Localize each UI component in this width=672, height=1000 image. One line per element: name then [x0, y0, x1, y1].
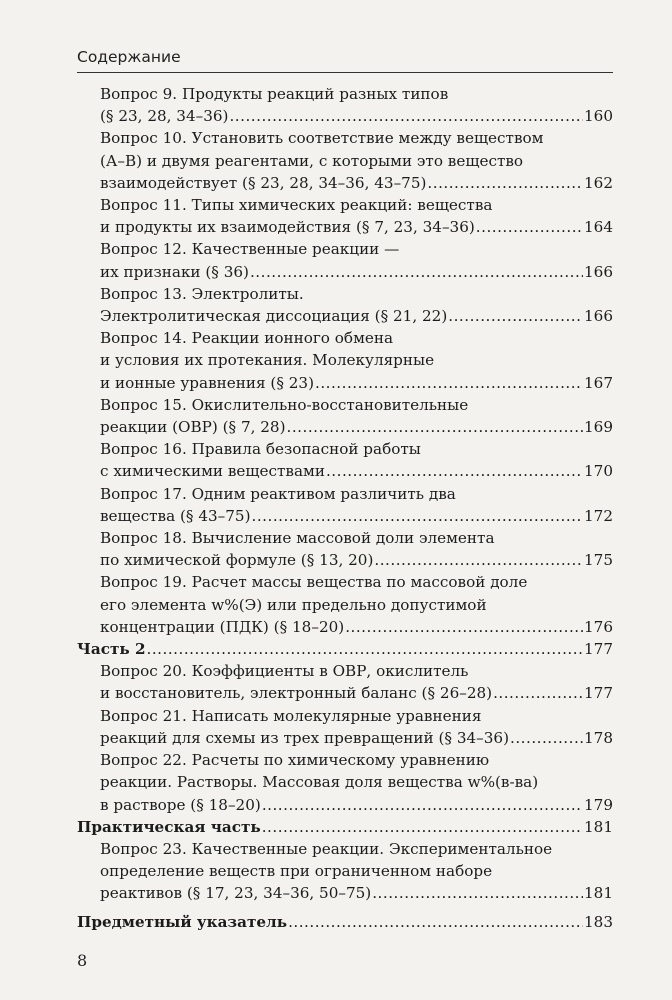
toc-page-number: 181	[584, 884, 613, 903]
dot-leader	[345, 616, 583, 638]
toc-entry-title: Предметный указатель	[77, 912, 288, 931]
toc-entry-title: с химическими веществами	[100, 462, 325, 481]
dot-leader	[326, 460, 583, 482]
toc-entry-last-line	[77, 549, 613, 571]
toc-entry-title: Часть 2	[77, 640, 146, 659]
toc-entry-title: Практическая часть	[77, 817, 261, 836]
dot-leader	[510, 727, 583, 749]
toc-entry-last-line	[77, 794, 613, 816]
toc-page-number: 179	[584, 795, 613, 814]
toc-page-number: 169	[584, 418, 613, 437]
toc-entry	[77, 194, 613, 238]
toc-entry	[77, 571, 613, 638]
toc-entry-last-line	[77, 882, 613, 904]
toc-entry-title: концентрации (ПДК) (§ 18–20)	[100, 617, 345, 636]
toc-entry-line: Вопрос 17. Одним реактивом различить два	[100, 484, 456, 503]
toc-entry	[77, 438, 613, 482]
toc-entry-line: Вопрос 16. Правила безопасной работы	[100, 440, 421, 459]
toc-entry-title: (§ 23, 28, 34–36)	[100, 107, 229, 126]
dot-leader	[250, 261, 583, 283]
toc-entry-last-line	[77, 911, 613, 933]
dot-leader	[315, 372, 583, 394]
toc-entry	[77, 749, 613, 816]
dot-leader	[229, 105, 583, 127]
toc-entry-line: Вопрос 9. Продукты реакций разных типов	[100, 85, 449, 103]
dot-leader	[493, 682, 583, 704]
toc-entry-title: по химической формуле (§ 13, 20)	[100, 551, 374, 570]
toc-entry-line: (А–В) и двумя реагентами, с которыми это вещество	[100, 151, 524, 170]
toc-entry	[77, 394, 613, 438]
toc-entry-last-line	[77, 261, 613, 283]
toc-entry-last-line	[77, 172, 613, 194]
toc-entry-title: в растворе (§ 18–20)	[100, 795, 261, 814]
toc-page-number: 164	[584, 218, 613, 237]
toc-page-number: 175	[584, 551, 613, 570]
toc-entry-line: определение веществ при ограниченном наборе	[100, 862, 493, 881]
toc-entry	[77, 83, 613, 127]
table-of-contents	[77, 83, 613, 933]
toc-entry-title: вещества (§ 43–75)	[100, 506, 251, 525]
toc-page-number: 178	[584, 728, 613, 747]
toc-entry-last-line	[77, 616, 613, 638]
toc-entry-last-line	[77, 105, 613, 127]
dot-leader	[147, 638, 583, 660]
toc-entry-line: Вопрос 21. Написать молекулярные уравнения	[100, 706, 482, 725]
page-number: 8	[77, 951, 88, 970]
toc-page-number: 166	[584, 262, 613, 281]
toc-entry	[77, 527, 613, 571]
toc-entry-last-line	[77, 372, 613, 394]
toc-entry-line: его элемента w%(Э) или предельно допустимой	[100, 595, 487, 614]
toc-entry-line: Вопрос 18. Вычисление массовой доли элемента	[100, 529, 495, 548]
toc-entry-line: Вопрос 19. Расчет массы вещества по массовой доле	[100, 573, 528, 592]
toc-entry-title: и продукты их взаимодействия (§ 7, 23, 34–36)	[100, 218, 475, 237]
toc-entry-line: Вопрос 15. Окислительно-восстановительные	[100, 395, 469, 414]
toc-part-entry	[77, 638, 613, 660]
toc-entry-line: реакции. Растворы. Массовая доля вещества w%(в-ва)	[100, 773, 539, 792]
toc-entry-last-line	[77, 460, 613, 482]
toc-entry-title: и ионные уравнения (§ 23)	[100, 373, 314, 392]
toc-page-number: 177	[584, 640, 613, 659]
toc-entry-line: Вопрос 11. Типы химических реакций: вещества	[100, 196, 493, 215]
toc-entry-last-line	[77, 505, 613, 527]
dot-leader	[427, 172, 583, 194]
toc-entry	[77, 283, 613, 327]
toc-entry-title: Электролитическая диссоциация (§ 21, 22)	[100, 307, 448, 326]
toc-entry-line: Вопрос 20. Коэффициенты в ОВР, окислитель	[100, 662, 469, 681]
toc-entry-title: реакции (ОВР) (§ 7, 28)	[100, 418, 286, 437]
toc-entry	[77, 483, 613, 527]
toc-page-number: 183	[584, 912, 613, 931]
toc-entry-title: и восстановитель, электронный баланс (§ 26–28)	[100, 684, 493, 703]
toc-entry-title: их признаки (§ 36)	[100, 262, 249, 281]
dot-leader	[374, 549, 583, 571]
toc-entry-line: Вопрос 14. Реакции ионного обмена	[100, 329, 394, 348]
header-rule	[77, 72, 613, 73]
toc-page-number: 162	[584, 173, 613, 192]
toc-entry-line: Вопрос 12. Качественные реакции —	[100, 240, 400, 259]
toc-entry	[77, 660, 613, 704]
toc-page-number: 177	[584, 684, 613, 703]
toc-entry	[77, 838, 613, 905]
toc-entry-last-line	[77, 727, 613, 749]
toc-entry	[77, 327, 613, 394]
toc-entry-last-line	[77, 216, 613, 238]
toc-entry-title: реакций для схемы из трех превращений (§ 34–36)	[100, 728, 510, 747]
toc-page-number: 170	[584, 462, 613, 481]
toc-entry-last-line	[77, 305, 613, 327]
toc-entry	[77, 127, 613, 194]
toc-entry-last-line	[77, 416, 613, 438]
dot-leader	[262, 794, 583, 816]
toc-page-number: 166	[584, 307, 613, 326]
toc-part-entry	[77, 911, 613, 933]
toc-entry-line: Вопрос 13. Электролиты.	[100, 284, 304, 303]
toc-entry	[77, 705, 613, 749]
dot-leader	[448, 305, 583, 327]
toc-entry-last-line	[77, 682, 613, 704]
toc-part-entry	[77, 816, 613, 838]
toc-entry-last-line	[77, 816, 613, 838]
toc-entry-title: реактивов (§ 17, 23, 34–36, 50–75)	[100, 884, 372, 903]
toc-page-number: 176	[584, 617, 613, 636]
toc-entry	[77, 238, 613, 282]
toc-entry-line: Вопрос 10. Установить соответствие между веществом	[100, 129, 544, 148]
toc-entry-line: Вопрос 22. Расчеты по химическому уравнению	[100, 751, 490, 770]
dot-leader	[262, 816, 583, 838]
running-head: Содержание	[77, 48, 181, 66]
dot-leader	[287, 416, 583, 438]
toc-entry-line: Вопрос 23. Качественные реакции. Экспериментальное	[100, 839, 553, 858]
dot-leader	[252, 505, 583, 527]
dot-leader	[372, 882, 583, 904]
toc-page-number: 160	[584, 107, 613, 126]
dot-leader	[288, 911, 583, 933]
toc-page-number: 172	[584, 506, 613, 525]
toc-entry-title: взаимодействует (§ 23, 28, 34–36, 43–75)	[100, 173, 427, 192]
toc-page-number: 167	[584, 373, 613, 392]
toc-page-number: 181	[584, 817, 613, 836]
toc-entry-last-line	[77, 638, 613, 660]
dot-leader	[476, 216, 583, 238]
toc-entry-line: и условия их протекания. Молекулярные	[100, 351, 435, 370]
